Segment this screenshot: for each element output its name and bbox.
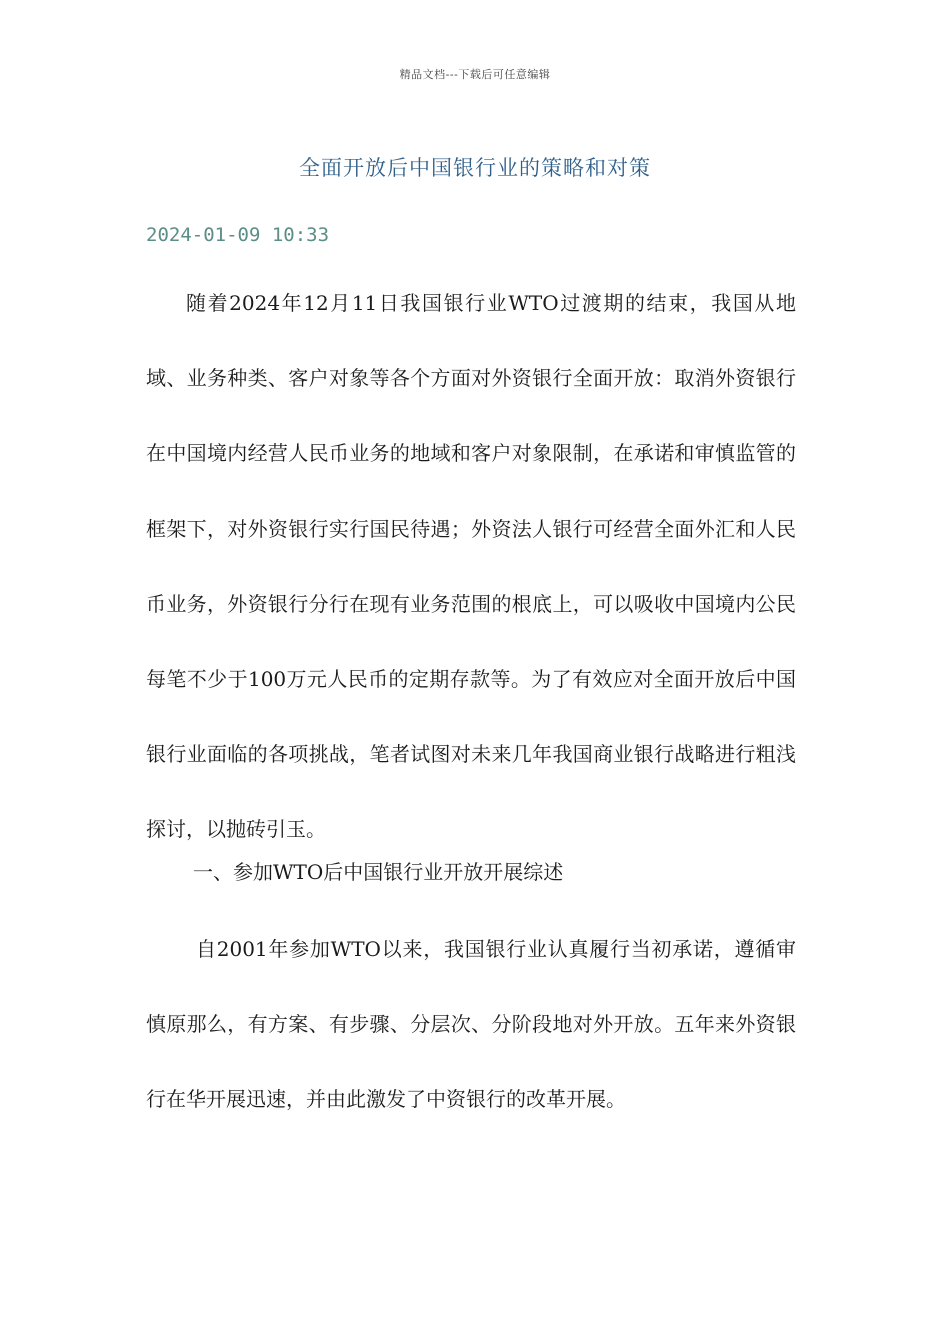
- document-date: 2024-01-09 10:33: [146, 224, 330, 246]
- document-title: 全面开放后中国银行业的策略和对策: [299, 156, 651, 180]
- intro-paragraph: 随着2024年12月11日我国银行业WTO过渡期的结束，我国从地域、业务种类、客户对象等各个方面对外资银行全面开放：取消外资银行在中国境内经营人民币业务的地域和客户对象限制，在承诺和审慎监管的框架下，对外资银行实行国民待遇；外资法人银行可经营全面外汇和人民币业务，外资银行分行在现有业务范围的根底上，可以吸收中国境内公民每笔不少于100万元人民币的定期存款等。为了有效应对全面开放后中国银行业面临的各项挑战，笔者试图对未来几年我国商业银行战略进行粗浅探讨，以抛砖引玉。: [146, 291, 796, 842]
- section-paragraph: 自2001年参加WTO以来，我国银行业认真履行当初承诺，遵循审慎原那么，有方案、有步骤、分层次、分阶段地对外开放。五年来外资银行在华开展迅速，并由此激发了中资银行的改革开展。: [146, 937, 796, 1111]
- header-note: 精品文档---下载后可任意编辑: [399, 68, 551, 81]
- section-heading: 一、参加WTO后中国银行业开放开展综述: [193, 860, 564, 884]
